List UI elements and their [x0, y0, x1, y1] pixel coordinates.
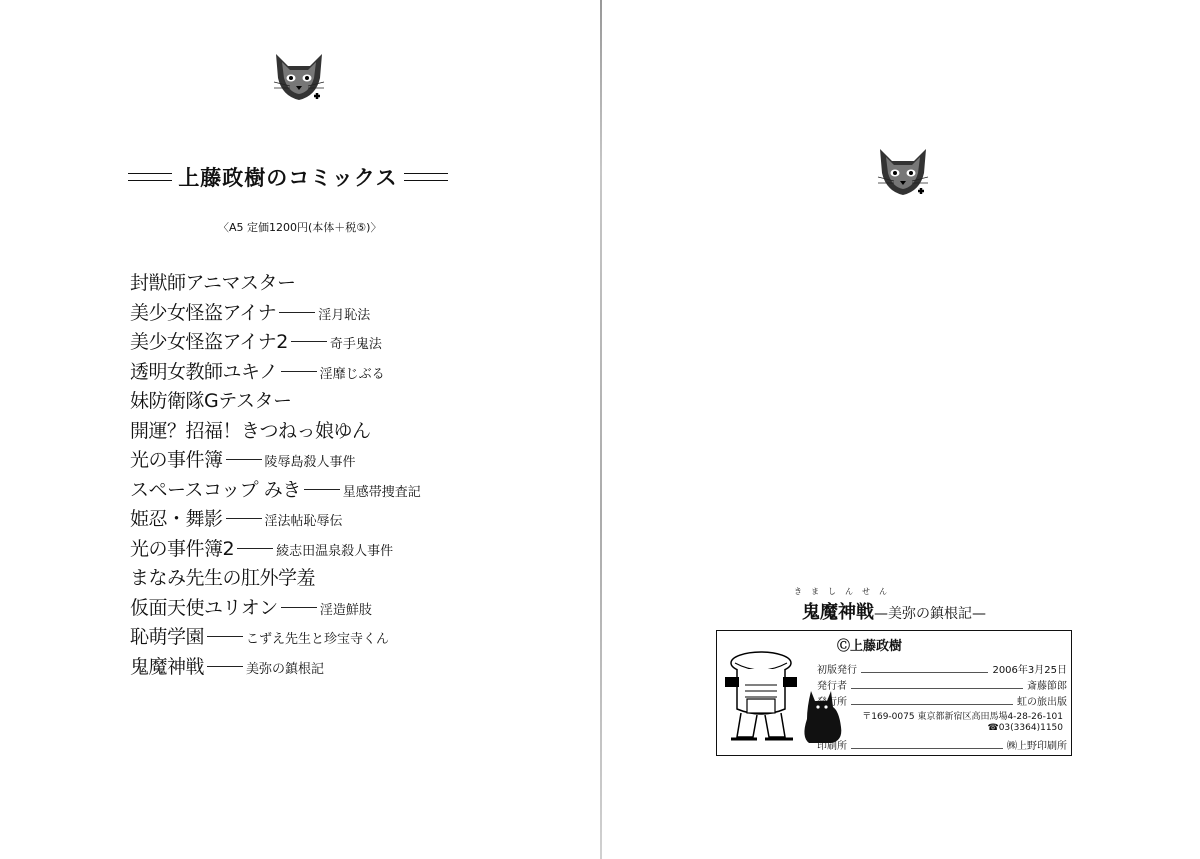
- work-item: [130, 327, 421, 357]
- work-item: [130, 534, 421, 564]
- colophon-line-publisher: 発行者 斎藤節郎: [817, 677, 1067, 692]
- price-note: 〈A5 定価1200円(本体＋税⑤)〉: [218, 221, 382, 234]
- work-item: [130, 504, 421, 534]
- work-title: 鬼魔神戦: [130, 655, 205, 678]
- work-title: 恥萌学園: [130, 626, 205, 648]
- work-title: 仮面天使ユリオン: [130, 596, 278, 619]
- work-dash: [226, 459, 262, 460]
- work-dash: [237, 548, 273, 549]
- colophon-subtitle: —美弥の鎮根記—: [874, 606, 986, 622]
- colophon-phone: ☎03(3364)1150: [987, 723, 1063, 733]
- work-title: 光の事件簿: [130, 449, 223, 471]
- heading-text: 上藤政樹のコミックス: [178, 166, 398, 190]
- colophon-line-publishing-house: 発行所 虹の旅出版: [817, 693, 1067, 708]
- work-dash: [291, 341, 327, 342]
- work-item: [130, 563, 421, 593]
- work-title: まなみ先生の肛外学羞: [130, 567, 316, 589]
- work-title: 開運？招福！きつねっ娘ゆん: [130, 419, 371, 442]
- colophon-line-first-edition: 初版発行 2006年3月25日: [817, 661, 1067, 676]
- works-list: [130, 268, 421, 681]
- cat-illustration-right: [874, 143, 932, 201]
- work-subtitle: 綾志田温泉殺人事件: [276, 543, 394, 559]
- work-subtitle: 淫月恥法: [318, 307, 371, 323]
- comics-heading: [128, 163, 448, 191]
- cat-face-icon: [270, 48, 328, 106]
- work-title: スペースコップ みき: [130, 478, 301, 501]
- colophon-title-row: [714, 598, 1074, 624]
- heading-rule-left: [128, 173, 172, 181]
- heading-rule-right: [404, 173, 448, 181]
- work-item: [130, 298, 421, 328]
- work-dash: [281, 371, 317, 372]
- work-dash: [207, 666, 243, 667]
- work-title: 妹防衛隊Gテスター: [130, 390, 292, 412]
- cat-face-icon: [874, 143, 932, 201]
- colophon-address: 〒169-0075 東京都新宿区高田馬場4-28-26-101: [862, 712, 1063, 722]
- colophon-line-printer: 印刷所 ㈱上野印刷所: [817, 737, 1067, 752]
- work-item: [130, 622, 421, 652]
- work-dash: [226, 518, 262, 519]
- work-subtitle: 奇手鬼法: [329, 337, 382, 352]
- work-item: [130, 445, 421, 475]
- work-subtitle: 陵辱島殺人事件: [264, 455, 356, 470]
- cat-illustration-top: [270, 48, 328, 106]
- colophon-box: [716, 630, 1072, 756]
- work-subtitle: 美弥の鎮根記: [246, 661, 325, 677]
- work-dash: [279, 312, 315, 313]
- work-subtitle: 星感帯捜査記: [342, 484, 421, 500]
- work-title: 美少女怪盗アイナ: [130, 301, 277, 324]
- work-title: 封獣師アニマスター: [130, 272, 296, 294]
- work-subtitle: 淫靡じぶる: [319, 366, 385, 382]
- work-title: 光の事件簿2: [130, 537, 235, 560]
- work-title: 透明女教師ユキノ: [130, 360, 278, 383]
- work-item: [130, 475, 421, 505]
- work-dash: [207, 636, 243, 637]
- colophon-title: 鬼魔神戦: [802, 602, 874, 623]
- colophon-ruby: きましんせん: [794, 587, 896, 596]
- work-dash: [281, 607, 317, 608]
- work-subtitle: こずえ先生と珍宝寺くん: [246, 632, 390, 647]
- work-item: [130, 386, 421, 416]
- work-dash: [304, 489, 340, 490]
- work-item: [130, 652, 421, 682]
- copyright: Ⓒ上藤政樹: [837, 639, 903, 654]
- work-subtitle: 淫法帖恥辱伝: [264, 514, 343, 529]
- work-item: [130, 357, 421, 387]
- work-subtitle: 淫造鮮肢: [319, 602, 372, 618]
- work-item: [130, 416, 421, 446]
- work-item: [130, 593, 421, 623]
- work-item: [130, 268, 421, 298]
- work-title: 姫忍・舞影: [130, 508, 223, 530]
- work-title: 美少女怪盗アイナ2: [130, 331, 288, 353]
